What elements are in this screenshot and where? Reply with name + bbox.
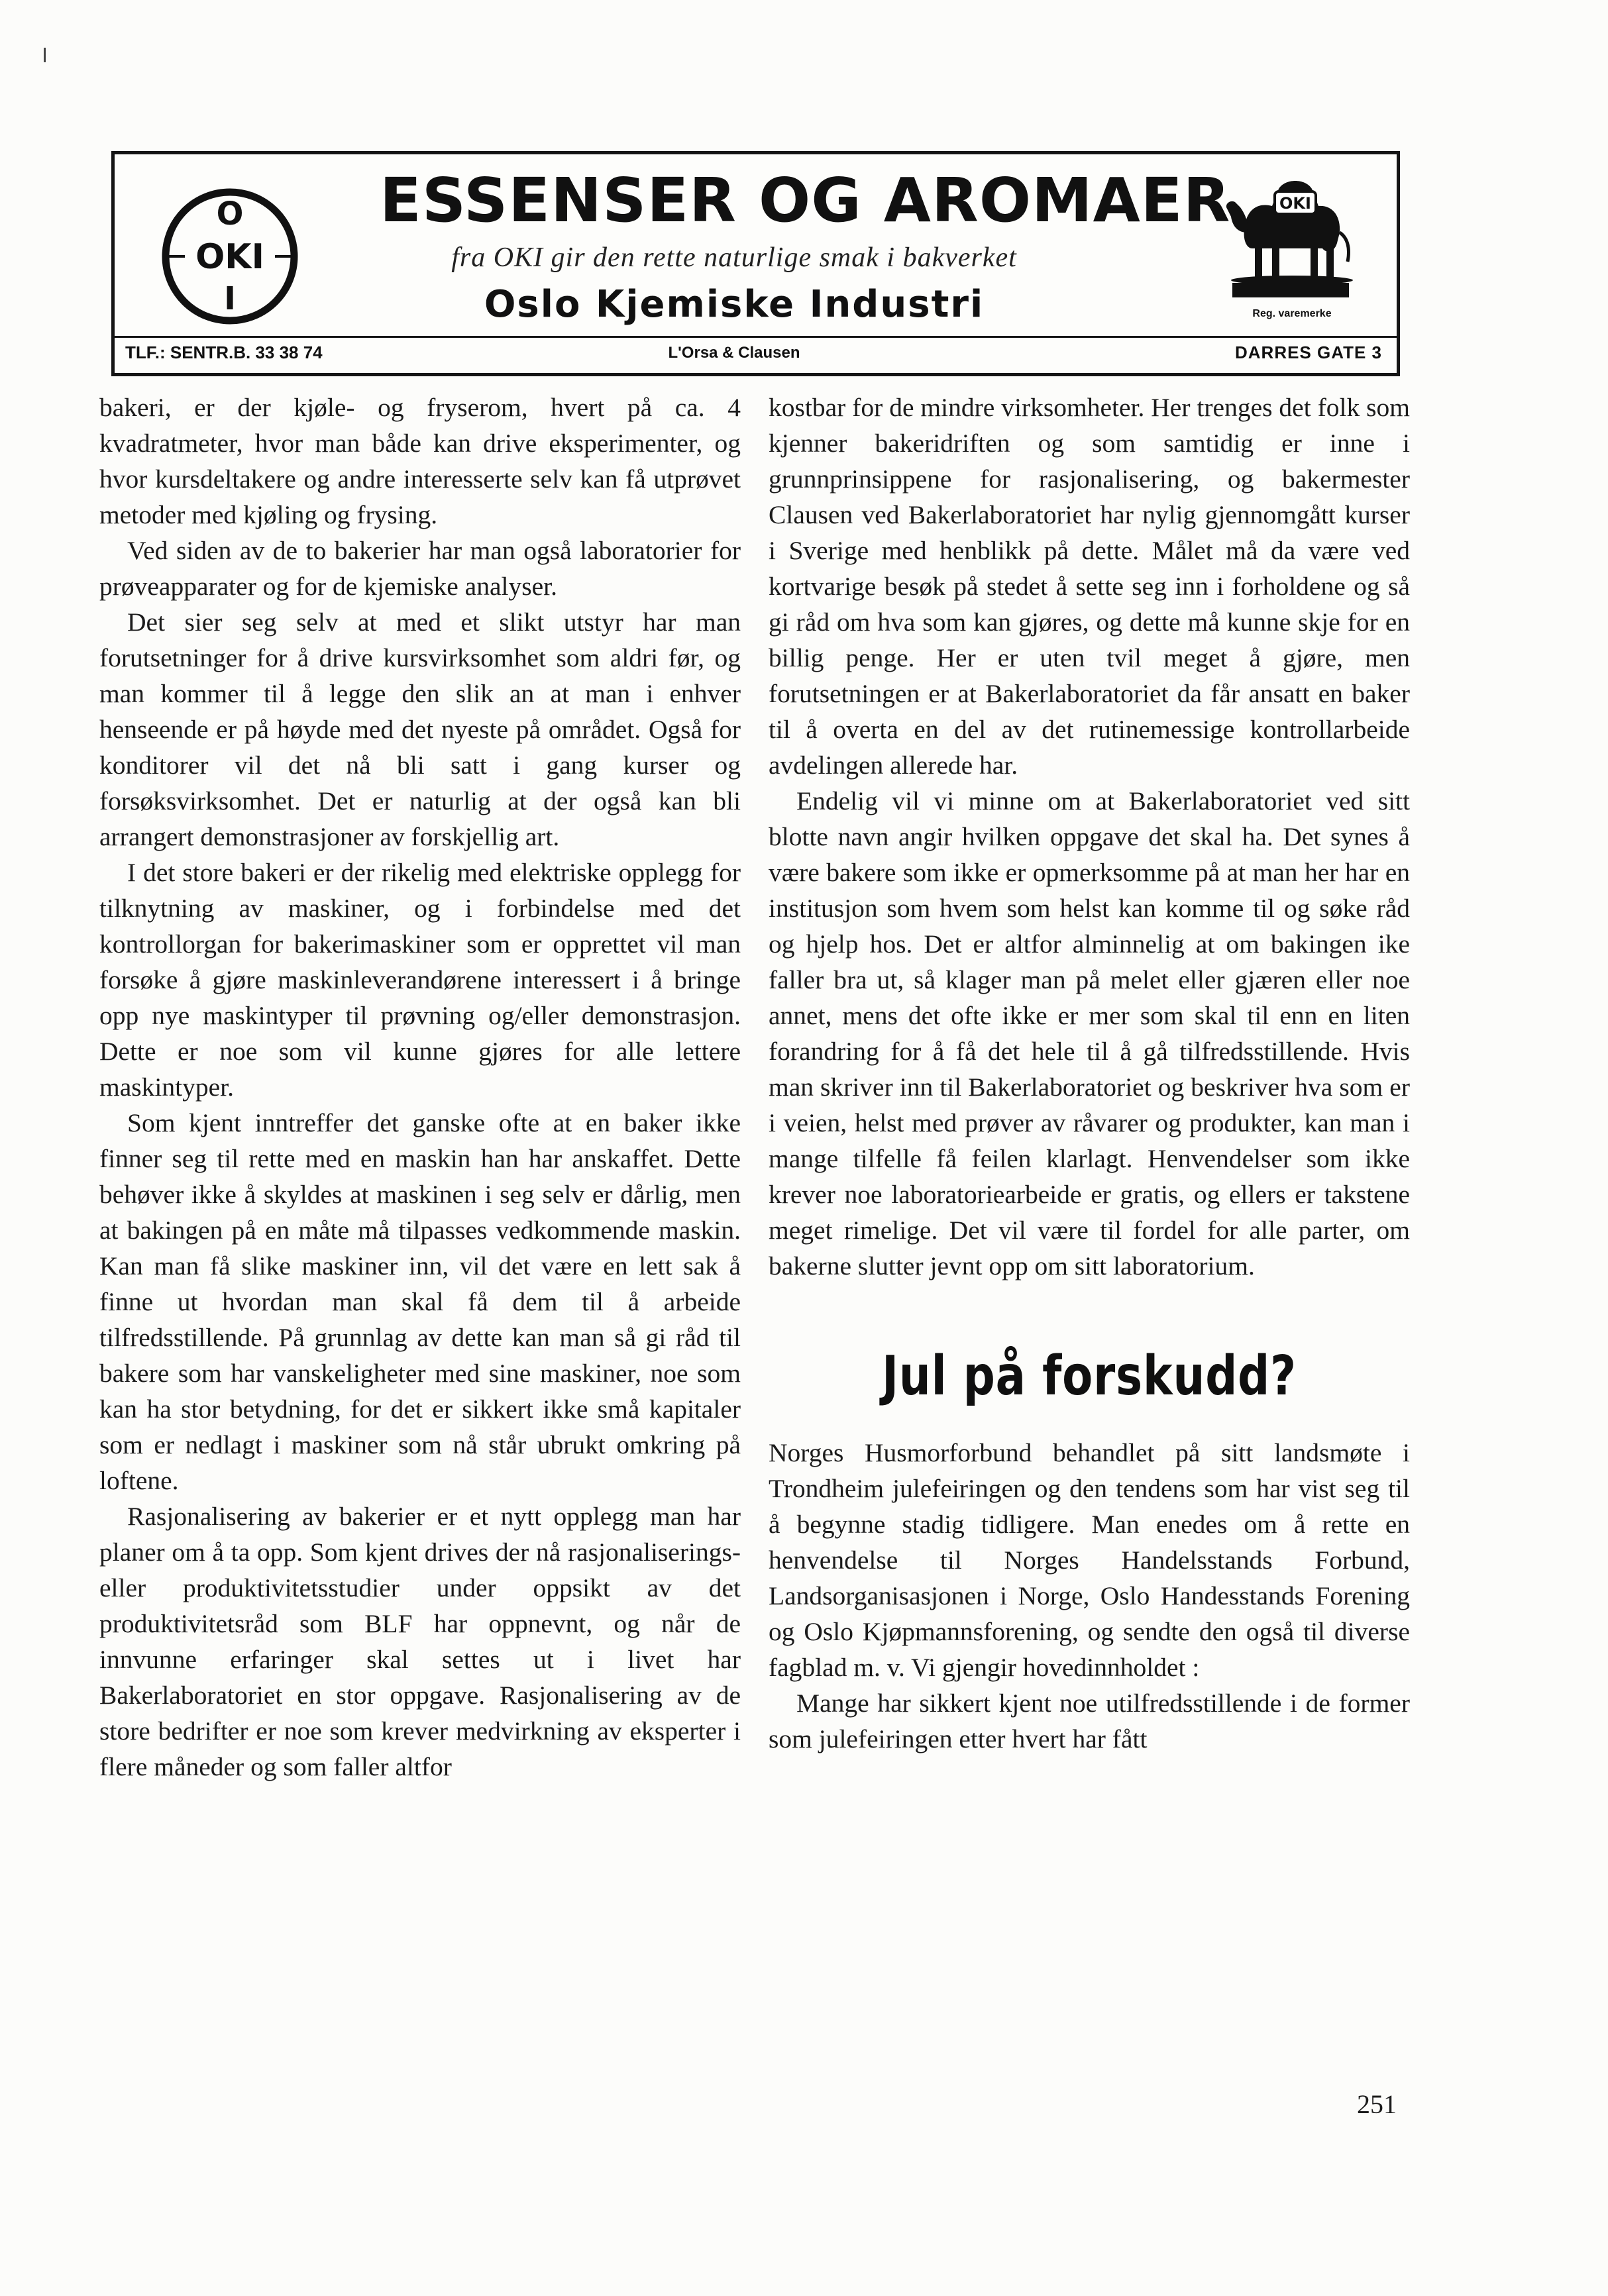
oki-logo-icon [161,187,299,325]
ad-address: DARRES GATE 3 [1235,342,1382,362]
article-paragraph: Mange har sikkert kjent noe utilfredsstillende i de former som julefeiringen etter hvert har fått [769,1689,1410,1753]
advertisement-banner [111,151,1400,376]
ad-divider [115,336,1397,338]
logo-letter-top: O [216,195,244,233]
article-column-right [769,390,1410,1757]
article-headline: Jul på forskudd? [882,1345,1297,1408]
article-column-left [99,390,741,1785]
trademark-label: Reg. varemerke [1252,308,1332,319]
scan-mark [44,48,46,62]
article-paragraph: Som kjent inntreffer det ganske ofte at en baker ikke finner seg til rette med en maskin han har anskaffet. Dette behøver ikke å skyldes at maskinen i seg selv er dårlig, men at bakingen på en måte må tilpasses vedkommende maskin. Kan man få slike maskiner inn, vil det være en lett sak å finne ut hvordan man skal få dem til å arbeide tilfredsstillende. På grunnlag av dette kan man så gi råd til bakere som har vanskeligheter med sine maskiner, noe som kan ha stor betydning, for det er sikkert ikke små kapitaler som er nedlagt i maskiner som nå står ubrukt omkring på loftene. [99,1108,741,1495]
article-paragraph: I det store bakeri er der rikelig med elektriske opplegg for tilknytning av maskiner, og i forbindelse med det kontrollorgan for bakerimaskiner som er opprettet vil man forsøke å gjøre maskinleverandørene interessert i å bringe opp nye maskintyper til prøvning og/eller demonstrasjon. Dette er noe som vil kunne gjøres for alle lettere maskintyper. [99,858,741,1102]
ad-phone: TLF.: SENTR.B. 33 38 74 [125,342,323,362]
ad-title: ESSENSER OG AROMAER [380,165,1231,236]
article-paragraph-continuation: kostbar for de mindre virksomheter. Her trenges det folk som kjenner bakeridriften og som samtidig er inne i grunnprinsippene for rasjonalisering, og bakermester Clausen ved Bakerlaboratoriet har nylig gjennomgått kurser i Sverige med henblikk på dette. Målet må da være ved kortvarige besøk på stedet å sette seg inn i forholdene og så gi råd om hva som kan gjøres, og dette må kunne skje for en billig penge. Her er uten tvil meget å gjøre, men forutsetningen er at Bakerlaboratoriet da får ansatt en baker til å overta en del av det rutinemessige kontrollarbeide avdelingen allerede har. [769,393,1410,780]
page-number: 251 [1357,2089,1397,2119]
ad-company-name: Oslo Kjemiske Industri [484,283,985,326]
article-paragraph: bakeri, er der kjøle- og fryserom, hvert på ca. 4 kvadratmeter, hvor man både kan drive eksperimenter, og hvor kursdeltakere og andre interesserte selv kan få utprøvet metoder med kjøling og frysing. [99,393,741,529]
camel-label: OKI [1279,194,1311,213]
logo-letter-middle: OKI [195,237,264,277]
logo-letter-bottom: I [224,280,236,317]
article-paragraph: Ved siden av de to bakerier har man også laboratorier for prøveapparater og for de kjemiske analyser. [99,536,741,601]
ad-tagline: fra OKI gir den rette naturlige smak i bakverket [451,242,1017,273]
ad-names: L'Orsa & Clausen [668,344,800,362]
camel-trademark-icon [1218,169,1364,308]
article-paragraph-continued: Rasjonalisering av bakerier er et nytt opplegg man har planer om å ta opp. Som kjent drives der nå rasjonaliserings- eller produktivitetsstudier under oppsikt av det produktivitetsråd som BLF har oppnevnt, og når de innvunne erfaringer skal settes ut i livet har Bakerlaboratoriet en stor oppgave. Rasjonalisering av de store bedrifter er noe som krever medvirkning av eksperter i flere måneder og som faller altfor [99,1502,741,1781]
article-paragraph: Det sier seg selv at med et slikt utstyr har man forutsetninger for å drive kursvirksomhet som aldri før, og man kommer til å legge den slik an at man i enhver henseende er på høyde med det nyeste på området. Også for konditorer vil det nå bli satt i gang kurser og forsøksvirksomhet. Det er naturlig at der også kan bli arrangert demonstrasjoner av forskjellig art. [99,607,741,851]
article-paragraph: Norges Husmorforbund behandlet på sitt landsmøte i Trondheim julefeiringen og den tendens som har vist seg til å begynne stadig tidligere. Man enedes om å rette en henvendelse til Norges Handelsstands Forbund, Landsorganisasjonen i Norge, Oslo Handesstands Forening og Oslo Kjøpmannsforening, og sendte den også til diverse fagblad m. v. Vi gjengir hovedinnholdet : [769,1438,1410,1682]
article-paragraph: Endelig vil vi minne om at Bakerlaboratoriet ved sitt blotte navn angir hvilken oppgave det skal ha. Det synes å være bakere som ikke er opmerksomme på at man her har en institusjon som hvem som helst kan komme til og søke råd og hjelp hos. Det er altfor alminnelig at om bakingen ike faller bra ut, så klager man på melet eller gjæren eller noe annet, mens det ofte ikke er mer som skal til enn en liten forandring for å få det hele til å gå tilfredsstillende. Hvis man skriver inn til Bakerlaboratoriet og beskriver hva som er i veien, helst med prøver av råvarer og produkter, kan man i mange tilfelle få feilen klarlagt. Henvendelser som ikke krever noe laboratoriearbeide er gratis, og ellers er takstene meget rimelige. Det vil være til fordel for alle parter, om bakerne slutter jevnt opp om sitt laboratorium. [769,786,1410,1280]
